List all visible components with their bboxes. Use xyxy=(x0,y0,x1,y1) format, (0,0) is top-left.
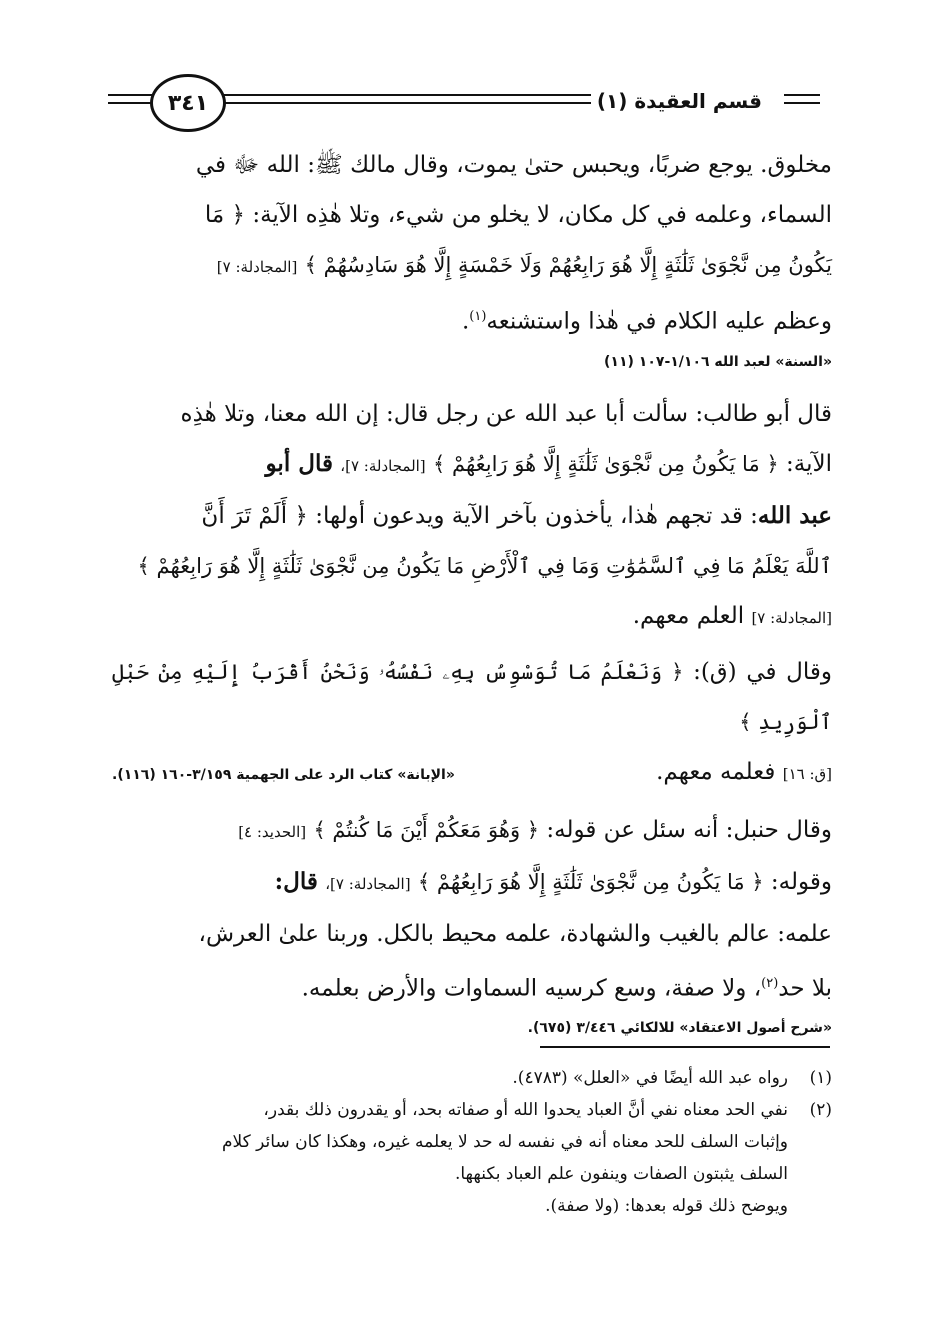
text-line xyxy=(112,439,832,491)
text-span: ، ولا صفة، وسع كرسيه السماوات والأرض بعلمه. xyxy=(301,975,762,1002)
block-abu-talib xyxy=(112,389,832,643)
text-line: وعظم عليه الكلام في هٰذا واستشنعه$^{(١)}$. xyxy=(461,308,832,335)
verse-reference: [المجادلة: ٧] xyxy=(216,258,298,276)
verse-reference: [المجادلة: ٧]، xyxy=(325,874,411,893)
source-citation: «شرح أصول الاعتقاد» للالكائي ٣/٤٤٦ (٦٧٥). xyxy=(527,1020,832,1037)
verse-reference: [ق: ١٦] xyxy=(782,764,832,783)
quran-verse: ﴿ وَنَعْلَمُ مَا تُوَسْوِسُ بِهِۦ نَفْسُهُۥ وَنَحْنُ أَقْرَبُ إِلَيْهِ مِنْ حَبْلِ ٱلْوَرِيدِ ﴾ xyxy=(112,659,832,734)
footnote-line: ويوضح ذلك قوله بعدها: (ولا صفة). xyxy=(545,1196,788,1216)
text-line: قال أبو طالب: سألت أبا عبد الله عن رجل قال: إن الله معنا، وتلا هٰذِه xyxy=(180,400,832,427)
text-span: فعلمه معهم. xyxy=(656,758,776,785)
text-line xyxy=(112,959,832,1014)
running-title: قسم العقيدة (١) xyxy=(591,89,768,113)
text-line: مخلوق. يوجع ضربًا، ويحبس حتىٰ يموت، وقال مالك ﷺ: الله ﷻ في xyxy=(195,152,832,178)
block-hanbal xyxy=(112,805,832,1042)
text-line xyxy=(112,591,832,643)
text-line xyxy=(112,491,832,541)
verse-reference: [المجادلة: ٧]، xyxy=(340,456,426,475)
source-citation: «السنة» لعبد الله ١/١٠٦-١٠٧ (١١) xyxy=(604,353,832,370)
text-line xyxy=(112,857,832,909)
text-span: بلا حد xyxy=(778,975,832,1002)
footnote-item xyxy=(112,1094,832,1222)
text-line xyxy=(112,747,832,799)
footnote-divider xyxy=(540,1046,830,1048)
quran-verse: ٱللَّهَ يَعْلَمُ مَا فِي ٱلسَّمَٰوَٰتِ وَمَا فِي ٱلْأَرْضِ مَا يَكُونُ مِن نَّجْوَىٰ ثَلَٰثَةٍ إِلَّا هُوَ رَابِعُهُمْ ﴾ xyxy=(137,553,832,578)
footnote-marker: (١) xyxy=(469,309,487,324)
block-qaf xyxy=(112,647,832,799)
source-citation: «الإبانة» كتاب الرد على الجهمية ٣/١٥٩-١٦٠ (١١٦). xyxy=(112,766,455,783)
text-line xyxy=(112,240,832,292)
text-line xyxy=(112,647,832,747)
text-line: علمه: عالم بالغيب والشهادة، علمه محيط بالكل. وربنا علىٰ العرش، xyxy=(198,920,832,947)
footnote-line: نفي الحد معناه نفي أنَّ العباد يحدوا الله أو صفاته بحد، أو يقدرون ذلك بقدر، xyxy=(263,1100,788,1120)
quran-verse: ﴿ مَا يَكُونُ مِن نَّجْوَىٰ ثَلَٰثَةٍ إِلَّا هُوَ رَابِعُهُمْ ﴾ xyxy=(432,451,779,476)
quran-verse: ﴿ وَهُوَ مَعَكُمْ أَيْنَ مَا كُنتُمْ ﴾ xyxy=(313,817,540,842)
text-span: وعظم عليه الكلام في هٰذا واستشنعه xyxy=(486,308,832,335)
text-span-bold: عبد الله xyxy=(757,501,832,529)
page-number: ٣٤١ xyxy=(150,74,226,132)
footnote-marker: (٢) xyxy=(761,975,779,991)
footnote-item xyxy=(112,1062,832,1094)
text-span-bold: قال أبو xyxy=(265,449,333,477)
text-span xyxy=(656,747,832,799)
verse-reference: [الحديد: ٤] xyxy=(238,822,307,841)
block-malik xyxy=(112,140,832,375)
quran-verse: ﴿ مَا يَكُونُ مِن نَّجْوَىٰ ثَلَٰثَةٍ إِلَّا هُوَ رَابِعُهُمْ ﴾ xyxy=(417,869,764,894)
footnote-number: (١) xyxy=(809,1068,832,1088)
text-line xyxy=(112,541,832,591)
main-text xyxy=(112,140,832,1055)
text-line xyxy=(112,805,832,857)
quran-verse: يَكُونُ مِن نَّجْوَىٰ ثَلَٰثَةٍ إِلَّا هُوَ رَابِعُهُمْ وَلَا خَمْسَةٍ إِلَّا هُوَ سَادِسُهُمْ ﴾ xyxy=(304,253,832,277)
footnote-number: (٢) xyxy=(809,1100,832,1120)
footnotes xyxy=(112,1062,832,1222)
footnote-text: رواه عبد الله أيضًا في «العلل» (٤٧٨٣). xyxy=(512,1068,788,1088)
text-span: : قد تجهم هٰذا، يأخذون بآخر الآية ويدعون أولها: ﴿ أَلَمْ تَرَ أَنَّ xyxy=(201,502,758,529)
footnote-text xyxy=(112,1094,788,1222)
verse-reference: [المجادلة: ٧] xyxy=(751,608,832,627)
text-span: وقوله: xyxy=(763,868,832,895)
text-span-bold: قال: xyxy=(274,867,318,895)
text-span: وقال في (ق): xyxy=(683,658,832,685)
footnote-line: وإثبات السلف للحد معناه أنه في نفسه له حد لا يعلمه غيره، وهكذا كان سائر كلام xyxy=(221,1132,788,1152)
text-span: الآية: xyxy=(778,450,832,477)
header-rule-right-top xyxy=(784,94,820,96)
header-rule-right-bottom xyxy=(784,102,820,104)
footnote-line: السلف يثبتون الصفات وينفون علم العباد بكنهها. xyxy=(454,1164,788,1184)
page-header xyxy=(108,78,820,126)
text-line: السماء، وعلمه في كل مكان، لا يخلو من شيء، وتلا هٰذِه الآية: ﴿ مَا xyxy=(204,202,832,228)
text-span: وقال حنبل: أنه سئل عن قوله: xyxy=(539,816,832,843)
text-span: العلم معهم. xyxy=(632,602,745,629)
